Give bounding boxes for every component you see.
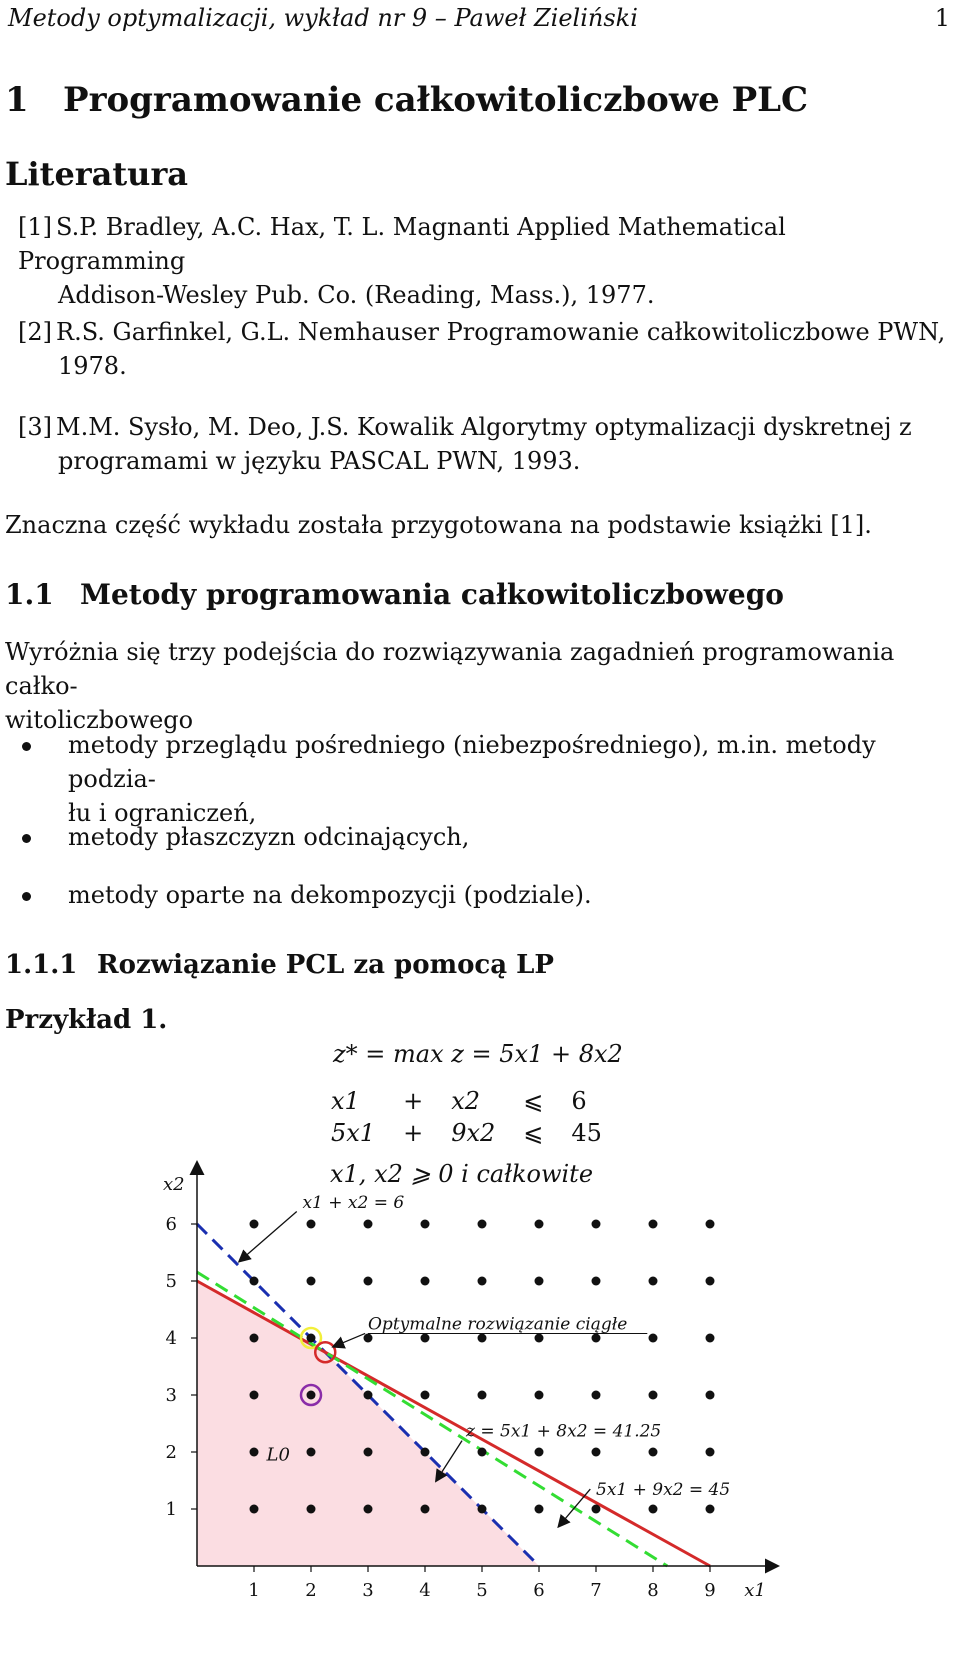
subsection-number: 1.1 (5, 578, 54, 611)
list-item (30, 820, 950, 854)
lattice-point (535, 1220, 544, 1229)
reference-line2: 1978. (58, 352, 127, 380)
x-tick-label: 6 (533, 1580, 545, 1601)
constraint-term: 5x1 (331, 1119, 376, 1147)
reference-line2: Addison-Wesley Pub. Co. (Reading, Mass.), 1977. (58, 281, 655, 309)
lattice-point (421, 1505, 430, 1514)
lattice-point (592, 1277, 601, 1286)
lattice-point (364, 1391, 373, 1400)
constraint-op: + (403, 1087, 424, 1115)
annotation-arrow (334, 1333, 365, 1346)
lattice-point (364, 1448, 373, 1457)
reference-label: [1] (18, 213, 52, 241)
label-arrow (559, 1489, 590, 1526)
x-tick-label: 4 (419, 1580, 431, 1601)
lattice-point (307, 1277, 316, 1286)
subsubsection-number: 1.1.1 (5, 950, 78, 980)
lattice-point (250, 1448, 259, 1457)
bullet-icon (22, 834, 31, 843)
lattice-point (649, 1220, 658, 1229)
lattice-point (649, 1277, 658, 1286)
lattice-point (250, 1334, 259, 1343)
region-label: L0 (266, 1444, 290, 1466)
reference-item (18, 315, 948, 383)
intro-paragraph (5, 635, 950, 737)
line-label: x1 + x2 = 6 (302, 1193, 405, 1214)
running-header: Metody optymalizacji, wykład nr 9 – Paweł Zieliński (8, 4, 638, 32)
lattice-point (535, 1277, 544, 1286)
lattice-point (307, 1334, 316, 1343)
lattice-point (421, 1391, 430, 1400)
reference-label: [2] (18, 318, 52, 346)
lattice-point (307, 1448, 316, 1457)
reference-item (18, 410, 948, 478)
list-item-line1: metody płaszczyzn odcinających, (68, 823, 470, 851)
lattice-point (421, 1448, 430, 1457)
lattice-point (535, 1334, 544, 1343)
line-label: z = 5x1 + 8x2 = 41.25 (466, 1421, 662, 1442)
lattice-point (478, 1391, 487, 1400)
y-tick-label: 2 (165, 1442, 177, 1463)
lattice-point (307, 1391, 316, 1400)
lattice-point (535, 1505, 544, 1514)
y-tick-label: 6 (165, 1214, 177, 1235)
lattice-point (649, 1334, 658, 1343)
x-tick-label: 3 (362, 1580, 374, 1601)
constraint-rhs: 6 (571, 1087, 587, 1115)
x-tick-label: 5 (476, 1580, 488, 1601)
y-tick-label: 3 (165, 1385, 177, 1406)
subsection-title (5, 578, 784, 611)
list-item (30, 728, 950, 830)
y-tick-label: 5 (165, 1271, 177, 1292)
label-arrow (240, 1211, 297, 1261)
lattice-point (706, 1391, 715, 1400)
subsubsection-title (5, 950, 554, 980)
constraint-term: 9x2 (451, 1119, 496, 1147)
x-tick-label: 1 (248, 1580, 260, 1601)
example-label: Przykład 1. (5, 1005, 168, 1035)
list-item-line2: łu i ograniczeń, (68, 799, 257, 827)
lattice-point (706, 1334, 715, 1343)
lattice-point (250, 1277, 259, 1286)
lattice-point (478, 1334, 487, 1343)
constraint-term: x1 (331, 1087, 360, 1115)
lattice-point (421, 1334, 430, 1343)
lattice-point (250, 1220, 259, 1229)
x-tick-label: 7 (590, 1580, 602, 1601)
lattice-point (364, 1505, 373, 1514)
lattice-point (478, 1505, 487, 1514)
x-tick-label: 9 (704, 1580, 716, 1601)
constraint-row (325, 1085, 608, 1117)
literature-heading: Literatura (5, 155, 189, 193)
list-item (30, 878, 950, 912)
constraint-row (325, 1117, 608, 1149)
constraint-op: + (403, 1119, 424, 1147)
intro-line2: witoliczbowego (5, 706, 194, 734)
literature-note: Znaczna część wykładu została przygotowana na podstawie książki [1]. (5, 511, 872, 539)
lattice-point (592, 1448, 601, 1457)
section-number: 1 (5, 80, 29, 120)
subsection-title-text: Metody programowania całkowitoliczbowego (80, 578, 784, 611)
bullet-icon (22, 742, 31, 751)
line-label: 5x1 + 9x2 = 45 (596, 1479, 731, 1500)
constraint-rel: ⩽ (523, 1119, 544, 1147)
lattice-point (364, 1277, 373, 1286)
subsubsection-title-text: Rozwiązanie PCL za pomocą LP (97, 950, 554, 980)
reference-line1: S.P. Bradley, A.C. Hax, T. L. Magnanti Applied Mathematical Programming (18, 213, 786, 275)
constraint-rel: ⩽ (523, 1087, 544, 1115)
lattice-point (250, 1391, 259, 1400)
lattice-point (307, 1220, 316, 1229)
y-tick-label: 1 (165, 1499, 177, 1520)
lattice-point (478, 1448, 487, 1457)
list-item-line1: metody przeglądu pośredniego (niebezpośredniego), m.in. metody podzia- (68, 731, 876, 793)
page-number: 1 (934, 4, 950, 32)
lattice-point (478, 1220, 487, 1229)
lattice-point (421, 1220, 430, 1229)
reference-line1: M.M. Sysło, M. Deo, J.S. Kowalik Algorytmy optymalizacji dyskretnej z (56, 413, 912, 441)
lattice-point (706, 1505, 715, 1514)
lattice-point (535, 1391, 544, 1400)
lattice-point (364, 1334, 373, 1343)
x-axis-label: x1 (744, 1580, 766, 1601)
lattice-point (649, 1448, 658, 1457)
section-title-text: Programowanie całkowitoliczbowe PLC (63, 80, 809, 120)
lattice-point (535, 1448, 544, 1457)
section-title (5, 80, 808, 120)
y-axis-label: x2 (163, 1173, 185, 1195)
constraint-term: x2 (451, 1087, 480, 1115)
lattice-point (307, 1505, 316, 1514)
x-tick-label: 2 (305, 1580, 317, 1601)
lattice-point (478, 1277, 487, 1286)
domain-constraint: x1, x2 ⩾ 0 i całkowite (330, 1160, 594, 1188)
objective-function: z* = max z = 5x1 + 8x2 (333, 1040, 623, 1068)
lattice-point (592, 1391, 601, 1400)
constraint-rhs: 45 (571, 1119, 602, 1147)
list-item-line1: metody oparte na dekompozycji (podziale). (68, 881, 592, 909)
lattice-point (250, 1505, 259, 1514)
lattice-point (592, 1220, 601, 1229)
intro-line1: Wyróżnia się trzy podejścia do rozwiązywania zagadnień programowania całko- (5, 638, 895, 700)
lattice-point (649, 1391, 658, 1400)
x-tick-label: 8 (647, 1580, 659, 1601)
bullet-icon (22, 892, 31, 901)
lattice-point (706, 1448, 715, 1457)
lattice-point (592, 1505, 601, 1514)
reference-item (18, 210, 948, 312)
y-tick-label: 4 (165, 1328, 177, 1349)
reference-label: [3] (18, 413, 52, 441)
reference-line2: programami w języku PASCAL PWN, 1993. (58, 447, 581, 475)
lattice-point (706, 1277, 715, 1286)
reference-line1: R.S. Garfinkel, G.L. Nemhauser Programowanie całkowitoliczbowe PWN, (56, 318, 946, 346)
lattice-point (364, 1220, 373, 1229)
constraints-table (325, 1085, 608, 1149)
lattice-point (421, 1277, 430, 1286)
lattice-point (592, 1334, 601, 1343)
lattice-point (649, 1505, 658, 1514)
lattice-point (706, 1220, 715, 1229)
annotation-label: Optymalne rozwiązanie ciągłe (368, 1314, 628, 1335)
